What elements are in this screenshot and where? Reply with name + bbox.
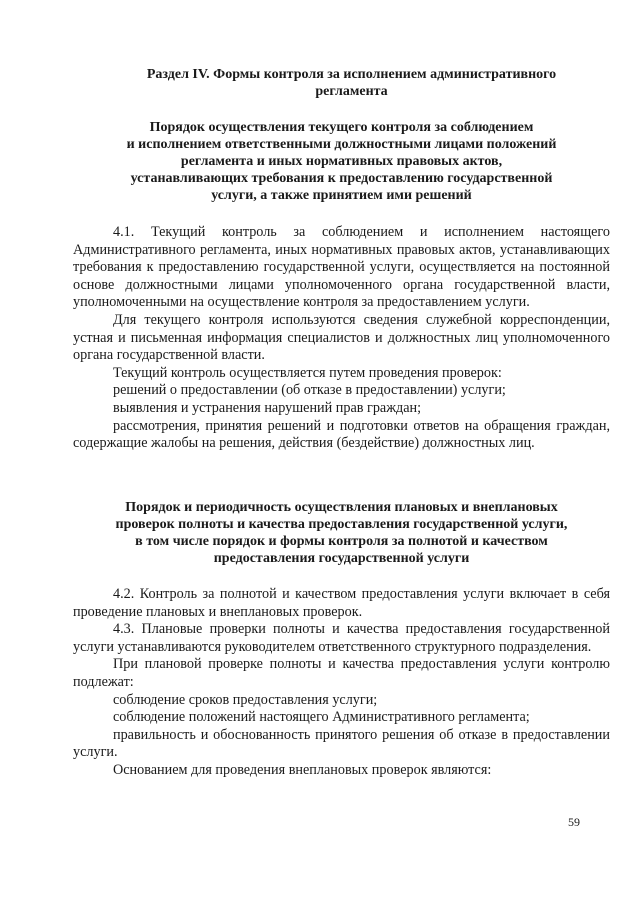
section-title (93, 66, 610, 100)
list-item: соблюдение положений настоящего Административного регламента; (113, 709, 530, 726)
subsection-heading-line: предоставления государственной услуги (213, 551, 470, 566)
subsection-heading-line: и исполнением ответственными должностными лицами положений (126, 137, 557, 152)
document-page (73, 0, 610, 905)
subsection-heading-current-control (73, 119, 610, 204)
list-item: соблюдение сроков предоставления услуги; (113, 691, 378, 708)
subsection-heading-line: регламента и иных нормативных правовых актов, (180, 154, 503, 169)
page-number: 59 (568, 815, 580, 829)
body-section-inspections (73, 586, 610, 780)
subsection-heading-line: проверок полноты и качества предоставления государственной услуги, (115, 517, 568, 532)
subsection-heading-inspections (73, 499, 610, 567)
subsection-heading-line: Порядок осуществления текущего контроля за соблюдением (149, 120, 534, 135)
subsection-heading-line: устанавливающих требования к предоставлению государственной (130, 171, 553, 186)
paragraph-4-1: 4.1. Текущий контроль за соблюдением и исполнением настоящего Административного регламента, иных нормативных правовых актов, устанавливающих требования к предоставлению государственной услуги, осуществляется на постоянной основе должностными лицами уполномоченного органа государственной власти, уполномоченными на осуществление контроля за предоставлением услуги. (73, 224, 610, 311)
section-title-line-1: Раздел IV. Формы контроля за исполнением административного (146, 67, 557, 82)
paragraph-4-2: 4.2. Контроль за полнотой и качеством предоставления услуги включает в себя проведение плановых и внеплановых проверок. (73, 586, 610, 620)
list-item: рассмотрения, принятия решений и подготовки ответов на обращения граждан, содержащие жалобы на решения, действия (бездействие) должностных лиц. (73, 417, 610, 452)
body-section-current-control (73, 224, 610, 453)
paragraph-control-sources: Для текущего контроля используются сведения служебной корреспонденции, устная и письменная информация специалистов и должностных лиц уполномоченного органа государственной власти. (73, 311, 610, 364)
paragraph-checks-intro: Текущий контроль осуществляется путем проведения проверок: (113, 364, 502, 381)
list-item: выявления и устранения нарушений прав граждан; (113, 399, 422, 416)
paragraph-unplanned-grounds: Основанием для проведения внеплановых проверок являются: (113, 761, 492, 778)
subsection-heading-line: услуги, а также принятием ими решений (211, 188, 472, 203)
subsection-heading-line: в том числе порядок и формы контроля за полнотой и качеством (135, 534, 548, 549)
list-item: правильность и обоснованность принятого решения об отказе в предоставлении услуги. (73, 726, 610, 761)
subsection-heading-line: Порядок и периодичность осуществления плановых и внеплановых (125, 500, 558, 515)
section-title-line-2: регламента (315, 84, 388, 99)
paragraph-planned-check: При плановой проверке полноты и качества предоставления услуги контролю подлежат: (73, 656, 610, 690)
list-item: решений о предоставлении (об отказе в предоставлении) услуги; (113, 382, 506, 399)
paragraph-4-3: 4.3. Плановые проверки полноты и качества предоставления государственной услуги устанавливаются руководителем ответственного структурного подразделения. (73, 621, 610, 655)
